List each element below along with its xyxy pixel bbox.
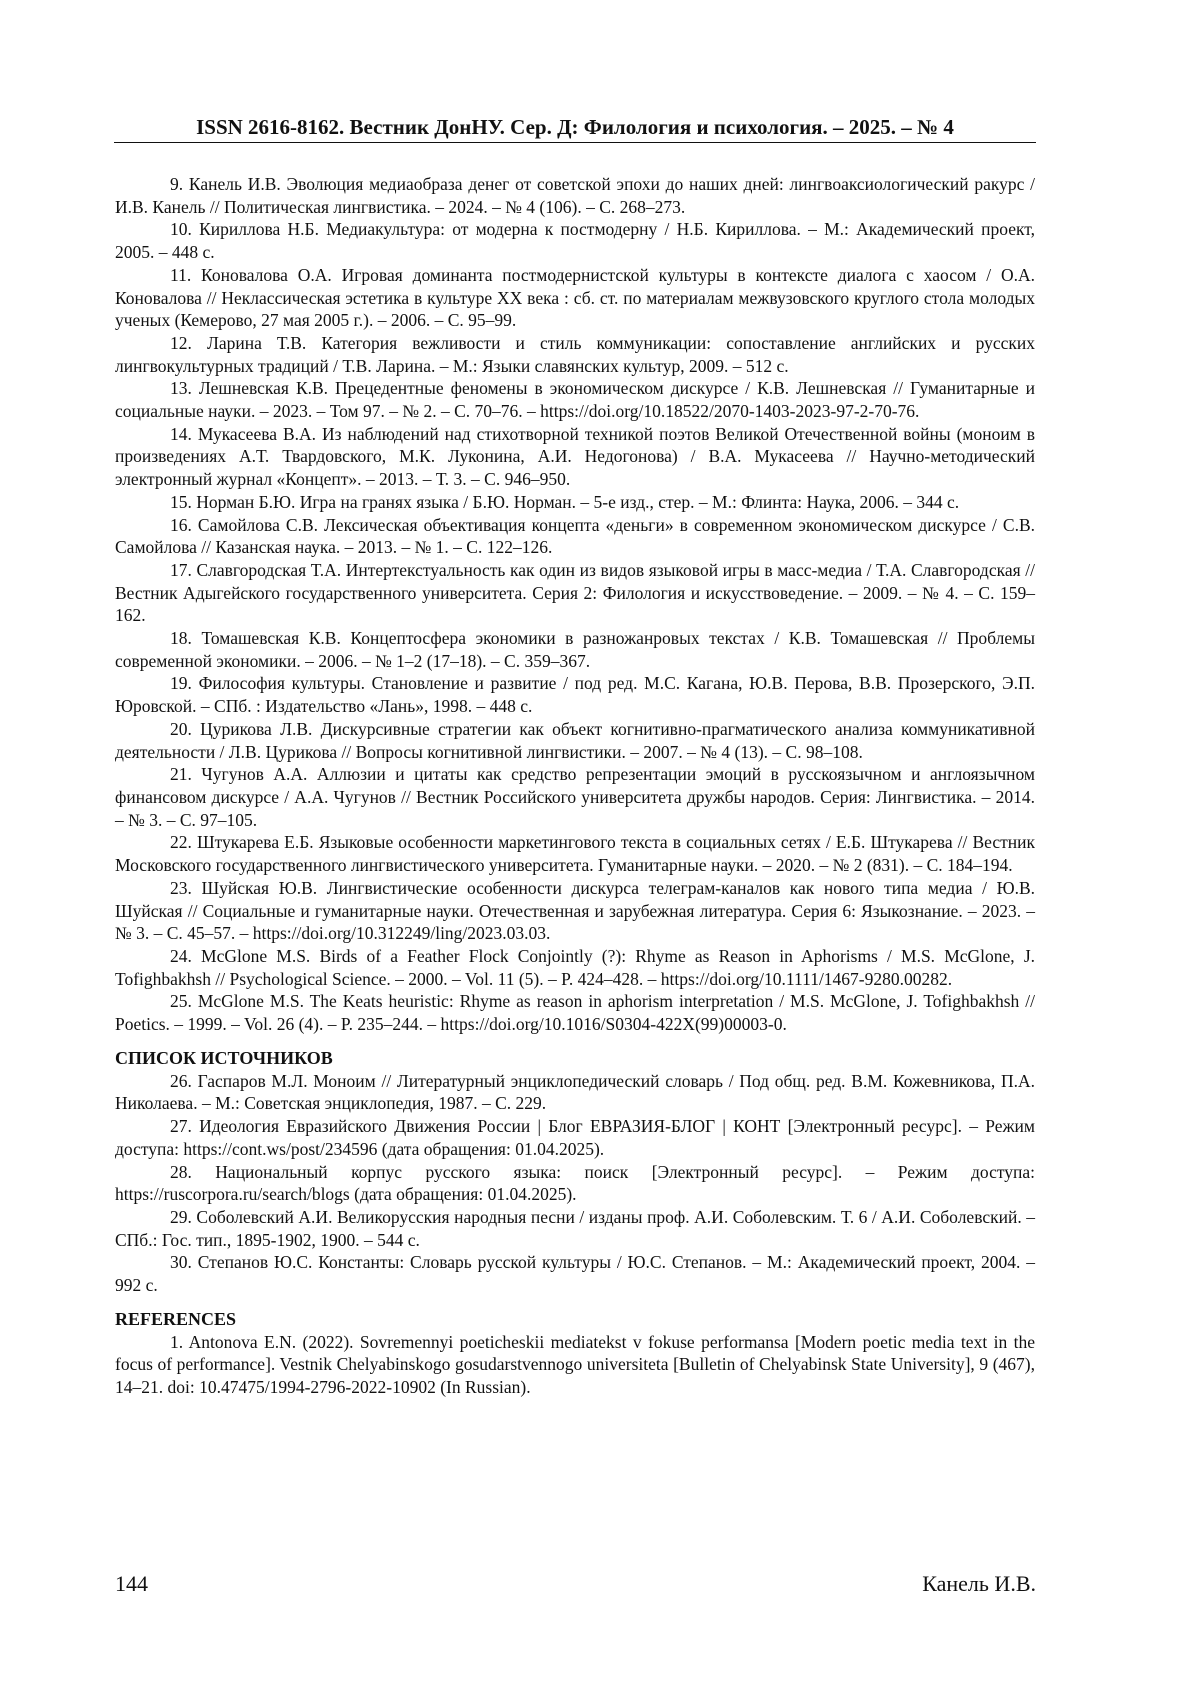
reference-item: 17. Славгородская Т.А. Интертекстуальность как один из видов языковой игры в масс-медиа / Т.А. Славгородская // Вестник Адыгейского государственного университета. Серия 2: Филология и искусствоведение. – 2009. – № 4. – С. 159–162. (115, 559, 1035, 626)
reference-item: 14. Мукасеева В.А. Из наблюдений над стихотворной техникой поэтов Великой Отечественной войны (моноим в произведениях А.Т. Твардовского, М.К. Луконина, А.И. Недогонова) / В.А. Мукасеева // Научно-методический электронный журнал «Концепт». – 2013. – Т. 3. – С. 946–950. (115, 423, 1035, 490)
source-item: 29. Соболевский А.И. Великорусския народныя песни / изданы проф. А.И. Соболевским. Т. 6 / А.И. Соболевский. – СПб.: Гос. тип., 1895-1902, 1900. – 544 с. (115, 1206, 1035, 1250)
reference-item: 20. Цурикова Л.В. Дискурсивные стратегии как объект когнитивно-прагматического анализа коммуникативной деятельности / Л.В. Цурикова // Вопросы когнитивной лингвистики. – 2007. – № 4 (13). – С. 98–108. (115, 718, 1035, 762)
reference-item: 18. Томашевская К.В. Концептосфера экономики в разножанровых текстах / К.В. Томашевская // Проблемы современной экономики. – 2006. – № 1–2 (17–18). – С. 359–367. (115, 628, 1035, 671)
reference-item: 21. Чугунов А.А. Аллюзии и цитаты как средство репрезентации эмоций в русскоязычном и англоязычном финансовом дискурсе / А.А. Чугунов // Вестник Российского университета дружбы народов. Серия: Лингвистика. – 2014. – № 3. – С. 97–105. (115, 764, 1035, 830)
reference-item: 25. McGlone M.S. The Keats heuristic: Rhyme as reason in aphorism interpretation / M.S. McGlone, J. Tofighbakhsh // Poetics. – 1999. – Vol. 26 (4). – P. 235–244. – https://doi.org/10.1016/S0304-422X(99)00003-0. (115, 991, 1035, 1035)
reference-item: 15. Норман Б.Ю. Игра на гранях языка / Б.Ю. Норман. – 5-е изд., стер. – М.: Флинта: Наука, 2006. – 344 с. (170, 491, 960, 512)
reference-item-en: 1. Antonova E.N. (2022). Sovremennyi poeticheskii mediatekst v fokuse performansa [Modern poetic media text in the focus of performance]. Vestnik Chelyabinskogo gosudarstvennogo universiteta [Bulletin of Chelyabinsk State University], 9 (467), 14–21. doi: 10.47475/1994-2796-2022-10902 (In Russian). (115, 1331, 1035, 1398)
reference-item: 10. Кириллова Н.Б. Медиакультура: от модерна к постмодерну / Н.Б. Кириллова. – М.: Академический проект, 2005. – 448 с. (115, 219, 1035, 263)
references-list (115, 1331, 1035, 1399)
reference-item: 23. Шуйская Ю.В. Лингвистические особенности дискурса телеграм-каналов как нового типа медиа / Ю.В. Шуйская // Социальные и гуманитарные науки. Отечественная и зарубежная литература. Серия 6: Языкознание. – 2023. – № 3. – С. 45–57. – https://doi.org/10.312249/ling/2023.03.03. (115, 877, 1035, 944)
source-item: 30. Степанов Ю.С. Константы: Словарь русской культуры / Ю.С. Степанов. – М.: Академический проект, 2004. – 992 с. (115, 1252, 1035, 1296)
page-content (115, 173, 1035, 1399)
reference-item: 12. Ларина Т.В. Категория вежливости и стиль коммуникации: сопоставление английских и русских лингвокультурных традиций / Т.В. Ларина. – М.: Языки славянских культур, 2009. – 512 с. (115, 332, 1035, 376)
source-item: 26. Гаспаров М.Л. Моноим // Литературный энциклопедический словарь / Под общ. ред. В.М. Кожевникова, П.А. Николаева. – М.: Советская энциклопедия, 1987. – С. 229. (115, 1070, 1035, 1114)
source-item: 28. Национальный корпус русского языка: поиск [Электронный ресурс]. – Режим доступа: https://ruscorpora.ru/search/blogs (дата обращения: 01.04.2025). (115, 1161, 1035, 1205)
reference-item: 13. Лешневская К.В. Прецедентные феномены в экономическом дискурсе / К.В. Лешневская // Гуманитарные и социальные науки. – 2023. – Том 97. – № 2. – С. 70–76. – https://doi.org/10.18522/2070-1403-2023-97-2-70-76. (115, 378, 1035, 422)
source-item: 27. Идеология Евразийского Движения России | Блог ЕВРАЗИЯ-БЛОГ | КОНТ [Электронный ресурс]. – Режим доступа: https://cont.ws/post/234596 (дата обращения: 01.04.2025). (115, 1116, 1035, 1159)
reference-item: 24. McGlone M.S. Birds of a Feather Flock Conjointly (?): Rhyme as Reason in Aphorisms / M.S. McGlone, J. Tofighbakhsh // Psychological Science. – 2000. – Vol. 11 (5). – P. 424–428. – https://doi.org/10.1111/1467-9280.00282. (115, 945, 1035, 989)
reference-item: 9. Канель И.В. Эволюция медиаобраза денег от советской эпохи до наших дней: лингвоаксиологический ракурс / И.В. Канель // Политическая лингвистика. – 2024. – № 4 (106). – С. 268–273. (115, 174, 1035, 217)
page-number: 144 (115, 1571, 148, 1596)
footer-author: Канель И.В. (922, 1571, 1036, 1596)
references-list-main (115, 173, 1035, 1036)
reference-item: 19. Философия культуры. Становление и развитие / под ред. М.С. Кагана, Ю.В. Перова, В.В. Прозерского, Э.П. Юровской. – СПб. : Издательство «Лань», 1998. – 448 с. (115, 673, 1035, 717)
reference-item: 11. Коновалова О.А. Игровая доминанта постмодернистской культуры в контексте диалога с хаосом / О.А. Коновалова // Неклассическая эстетика в культуре XX века : сб. ст. по материалам межвузовского круглого стола молодых ученых (Кемерово, 27 мая 2005 г.). – 2006. – С. 95–99. (115, 264, 1035, 331)
sources-section-title: СПИСОК ИСТОЧНИКОВ (115, 1047, 333, 1068)
references-section-title: REFERENCES (115, 1308, 237, 1329)
sources-list (115, 1070, 1035, 1297)
reference-item: 22. Штукарева Е.Б. Языковые особенности маркетингового текста в социальных сетях / Е.Б. Штукарева // Вестник Московского государственного лингвистического университета. Гуманитарные науки. – 2020. – № 2 (831). – С. 184–194. (115, 832, 1035, 876)
reference-item: 16. Самойлова С.В. Лексическая объективация концепта «деньги» в современном экономическом дискурсе / С.В. Самойлова // Казанская наука. – 2013. – № 1. – С. 122–126. (115, 514, 1035, 558)
journal-header: ISSN 2616-8162. Вестник ДонНУ. Сер. Д: Филология и психология. – 2025. – № 4 (114, 114, 1036, 143)
